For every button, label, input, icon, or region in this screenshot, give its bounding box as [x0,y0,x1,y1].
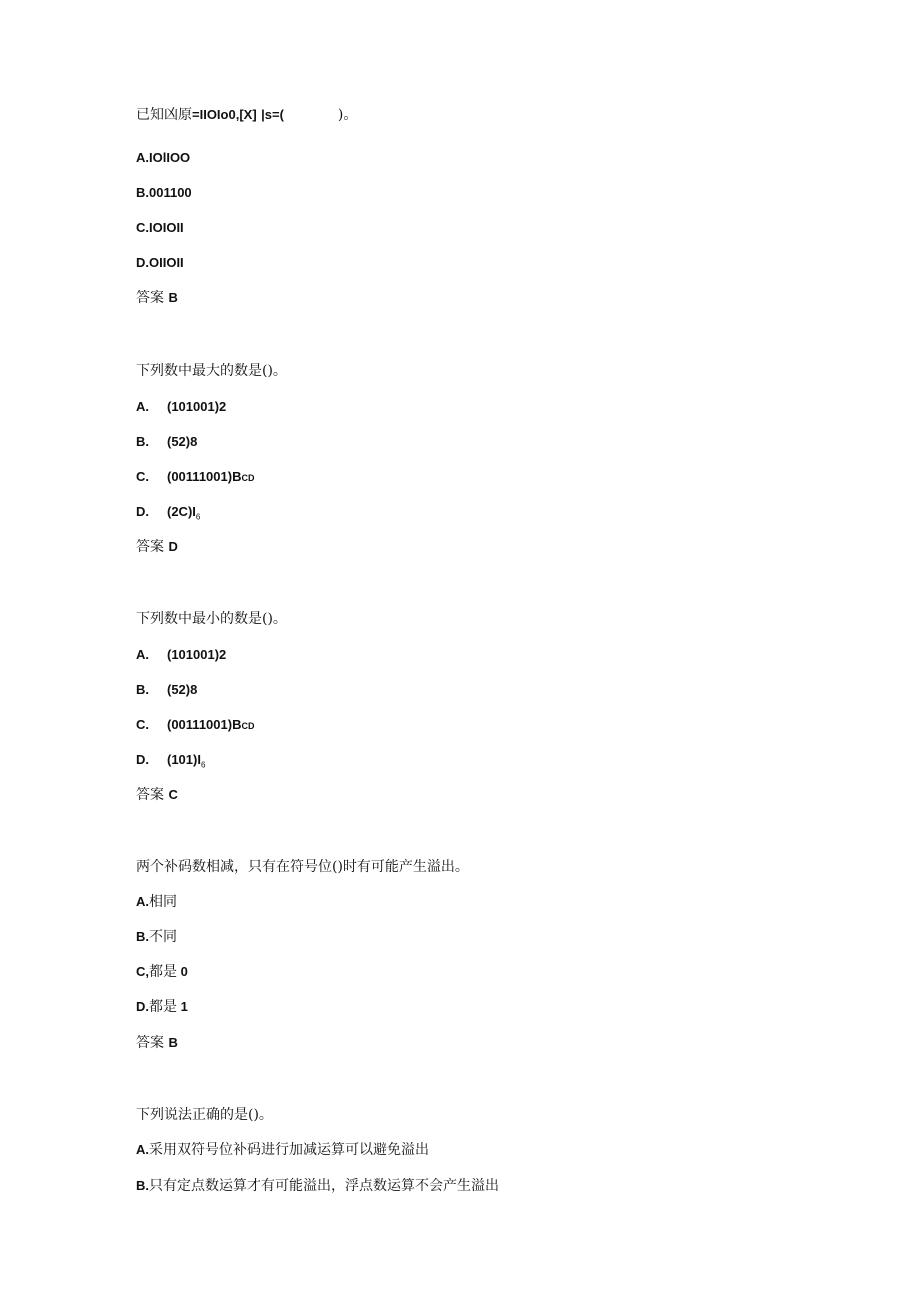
q4-option-b: B.不同 [136,929,177,945]
q5-stem: 下列说法正确的是()。 [136,1107,273,1123]
q1-option-a: A.IOlIOO [136,150,191,165]
q2-stem: 下列数中最大的数是()。 [136,363,287,379]
q1-answer: 答案 B [136,290,178,306]
q2-option-a: A. (101001)2 [136,399,227,414]
q1-option-b: B.001100 [136,185,192,200]
q3-option-a: A. (101001)2 [136,647,227,662]
q1-stem-formula-2: |s=( [261,107,284,122]
q4-option-d: D.都是 1 [136,999,188,1015]
q5-option-b: B.只有定点数运算才有可能溢出，浮点数运算不会产生溢出 [136,1178,499,1194]
q3-option-d: D. $(101)I_6$ [136,752,206,770]
q2-answer-value: D [168,539,178,554]
q3-answer-value: C [168,787,178,802]
q2-option-c: C. (00111001)BCD [136,469,255,484]
q1-option-d: D.OIIOII [136,255,184,270]
q4-answer-value: B [168,1035,178,1050]
q1-stem-text: 已知凶原 [136,107,192,123]
q2-answer: 答案 D [136,539,178,555]
q5-option-a: A.采用双符号位补码进行加减运算可以避免溢出 [136,1142,429,1158]
q3-answer: 答案 C [136,787,178,803]
q3-option-b: B. (52)8 [136,682,198,697]
q2-option-b: B. (52)8 [136,434,198,449]
q4-option-a: A.相同 [136,894,177,910]
q4-stem: 两个补码数相减，只有在符号位()时有可能产生溢出。 [136,859,469,875]
q1-stem-end: )。 [337,107,358,123]
q2-option-d: D. $(2C)I_6$ [136,504,201,522]
q1-stem [136,106,357,124]
q1-answer-value: B [168,290,178,305]
q4-option-c: C,都是 0 [136,964,188,980]
q1-option-c: C.IOIOII [136,220,184,235]
q1-stem-formula: =IIOIo0,[X] [192,107,257,122]
q3-option-c: C. (00111001)BCD [136,717,255,732]
q3-stem: 下列数中最小的数是()。 [136,611,287,627]
q4-answer: 答案 B [136,1035,178,1051]
